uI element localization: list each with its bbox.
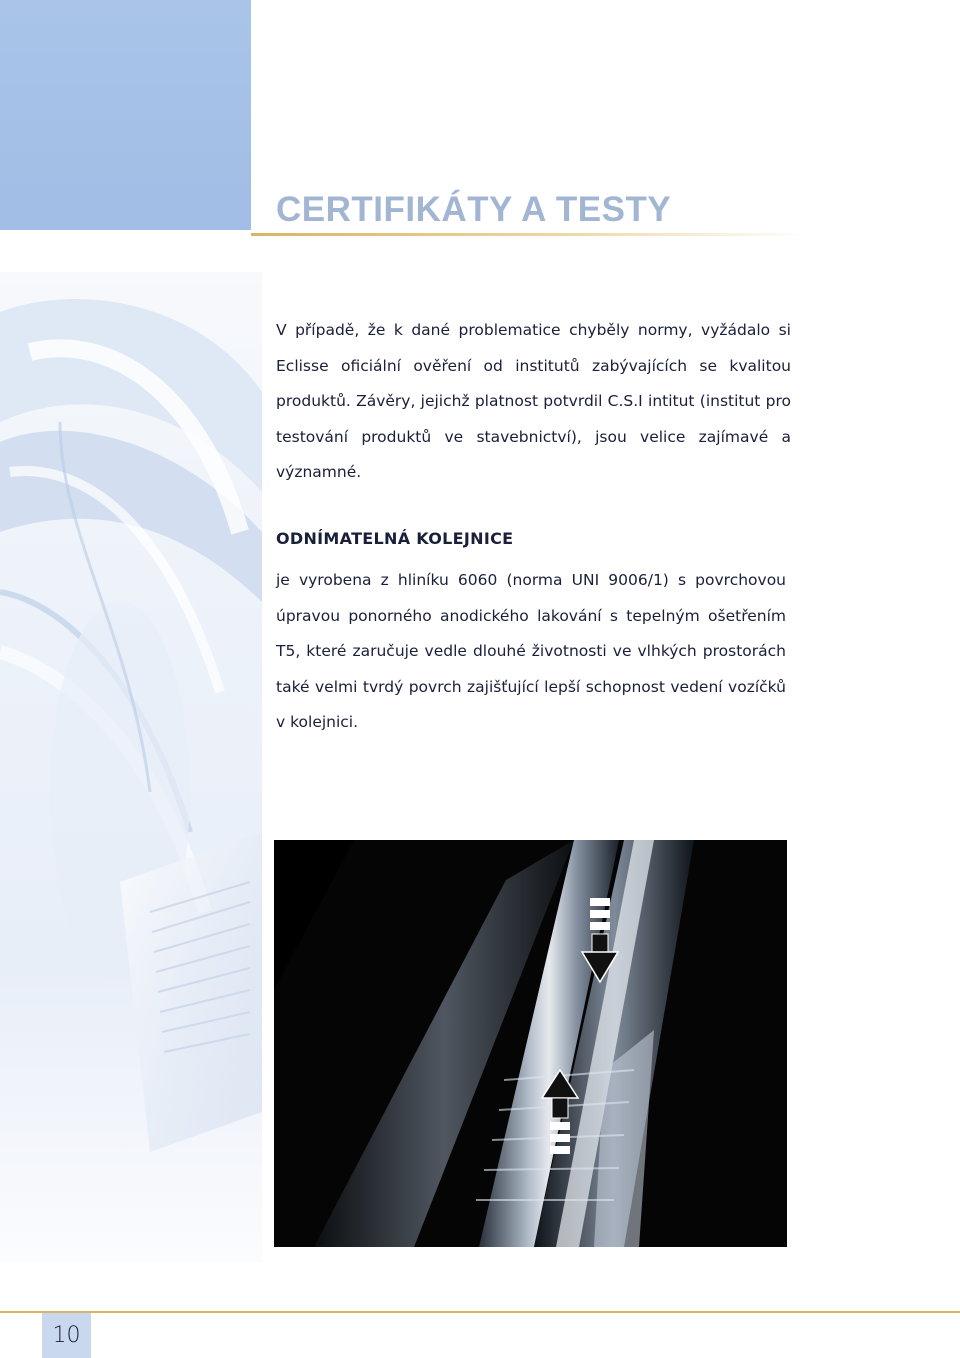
arrow-down-icon [580,898,620,984]
arrow-up-icon [540,1068,580,1154]
intro-paragraph: V případě, že k dané problematice chyběly normy, vyžádalo si Eclisse oficiální ověření od institutů zabývajících se kvalitou produktů. Závěry, jejichž platnost potvrdil C.S.I intitut (institut pro testování produktů ve stavebnictví), jsou velice zajímavé a významné. [276,321,791,482]
footer-rule [0,1311,960,1313]
section-paragraph: je vyrobena z hliníku 6060 (norma UNI 9006/1) s povrchovou úpravou ponorného anodického lakování s tepelným ošetřením T5, které zaručuje vedle dlouhé životnosti ve vlhkých prostorách také velmi tvrdý povrch zajišťující lepší schopnost vedení vozíčků v kolejnici. [276,571,786,732]
decorative-side-photo [0,272,262,1262]
section-heading: ODNÍMATELNÁ KOLEJNICE [276,529,514,548]
title-underline [251,233,811,236]
page-number-box [42,1313,91,1358]
rail-photo [274,840,787,1247]
page-title: CERTIFIKÁTY A TESTY [276,190,672,229]
page-number: 10 [52,1323,81,1348]
decorative-blue-block [0,0,251,230]
